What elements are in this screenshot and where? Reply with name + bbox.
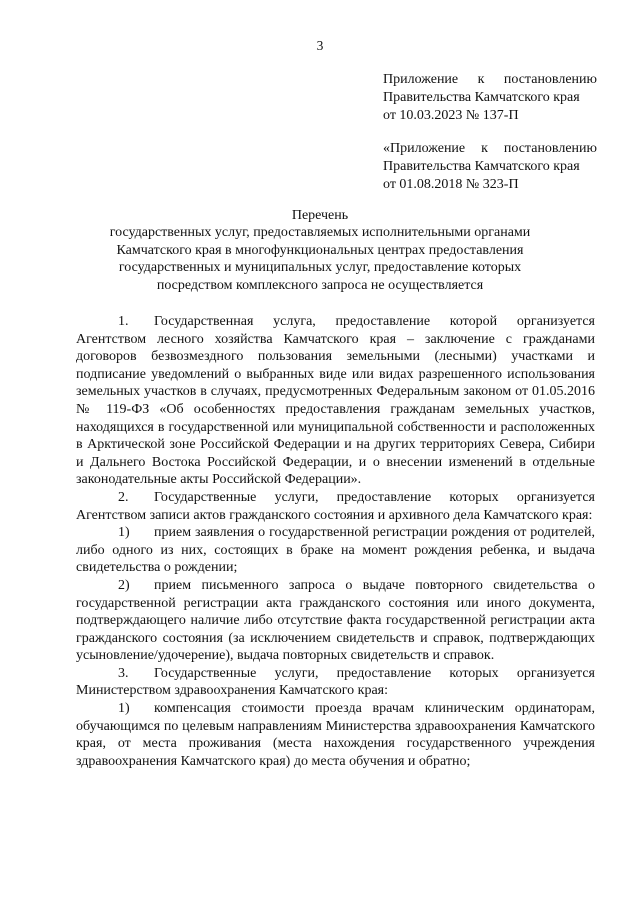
title-line: Камчатского края в многофункциональных центрах предоставления	[116, 242, 524, 258]
attachment-header-current	[383, 71, 597, 125]
paragraph-text: прием письменного запроса о выдаче повторного свидетельства о государственной регистрации акта гражданского состояния или иного документа, подтверждающего наличие либо отсутствие факта государственной регистрации акта гражданского состояния (за исключением свидетельств и справок, подтверждающих усыновление/удочерение), выдача повторных свидетельств и справок.	[76, 577, 595, 664]
attachment-line: Правительства Камчатского края	[383, 90, 580, 105]
paragraph-item-2	[76, 489, 595, 524]
paragraph-text: компенсация стоимости проезда врачам клиническим ординаторам, обучающимся по целевым направлениям Министерства здравоохранения Камчатского края, от места проживания (места нахождения государственного учреждения здравоохранения Камчатского края) до места обучения и обратно;	[76, 701, 595, 769]
subitem-number: 1)	[118, 701, 130, 717]
subitem-number: 2)	[118, 577, 130, 593]
paragraph-text: Государственные услуги, предоставление которых организуется Министерством здравоохранения Камчатского края:	[76, 665, 595, 699]
paragraph-number: 3.	[118, 665, 129, 681]
attachment-line: от 01.08.2018 № 323-П	[383, 177, 519, 192]
paragraph-subitem-3-1	[76, 700, 595, 770]
paragraph-subitem-2-2	[76, 577, 595, 665]
paragraph-number: 1.	[118, 314, 129, 329]
subitem-number: 1)	[118, 525, 130, 541]
title-line: государственных услуг, предоставляемых исполнительными органами	[109, 225, 531, 241]
paragraph-number: 2.	[118, 489, 129, 505]
title-line: государственных и муниципальных услуг, предоставление которых	[118, 260, 522, 276]
document-title	[72, 207, 568, 294]
paragraph-text: прием заявления о государственной регистрации рождения от родителей, либо одного из них, состоящих в браке на момент рождения ребенка, и выдача свидетельства о рождении;	[76, 525, 595, 576]
paragraph-item-1	[76, 313, 595, 489]
attachment-line: Правительства Камчатского края	[383, 159, 580, 174]
paragraph-item-3	[76, 665, 595, 700]
attachment-line: от 10.03.2023 № 137-П	[383, 108, 519, 123]
paragraph-subitem-2-1	[76, 524, 595, 577]
page-number: 3	[316, 38, 324, 53]
document-body	[76, 313, 595, 770]
attachment-line: Приложение к постановлению	[383, 72, 597, 87]
title-line: посредством комплексного запроса не осуществляется	[156, 277, 484, 293]
paragraph-text: Государственная услуга, предоставление которой организуется Агентством лесного хозяйства Камчатского края – заключение с гражданами договоров безвозмездного пользования земельными (лесными) участками и подписание уведомлений о выбранных виде или видах разрешенного использования земельных участков в случаях, предусмотренных Федеральным законом от 01.05.2016 № 119-ФЗ «Об особенностях предоставления гражданам земельных участков, находящихся в государственной или муниципальной собственности и расположенных в Арктической зоне Российской Федерации и на других территориях Севера, Сибири и Дальнего Востока Российской Федерации, и о внесении изменений в отдельные законодательные акты Российской Федерации».	[76, 314, 595, 488]
attachment-line: «Приложение к постановлению	[383, 141, 597, 156]
title-line: Перечень	[291, 208, 349, 223]
paragraph-text: Государственные услуги, предоставление которых организуется Агентством записи актов гражданского состояния и архивного дела Камчатского края:	[76, 489, 595, 523]
attachment-header-original	[383, 140, 597, 194]
